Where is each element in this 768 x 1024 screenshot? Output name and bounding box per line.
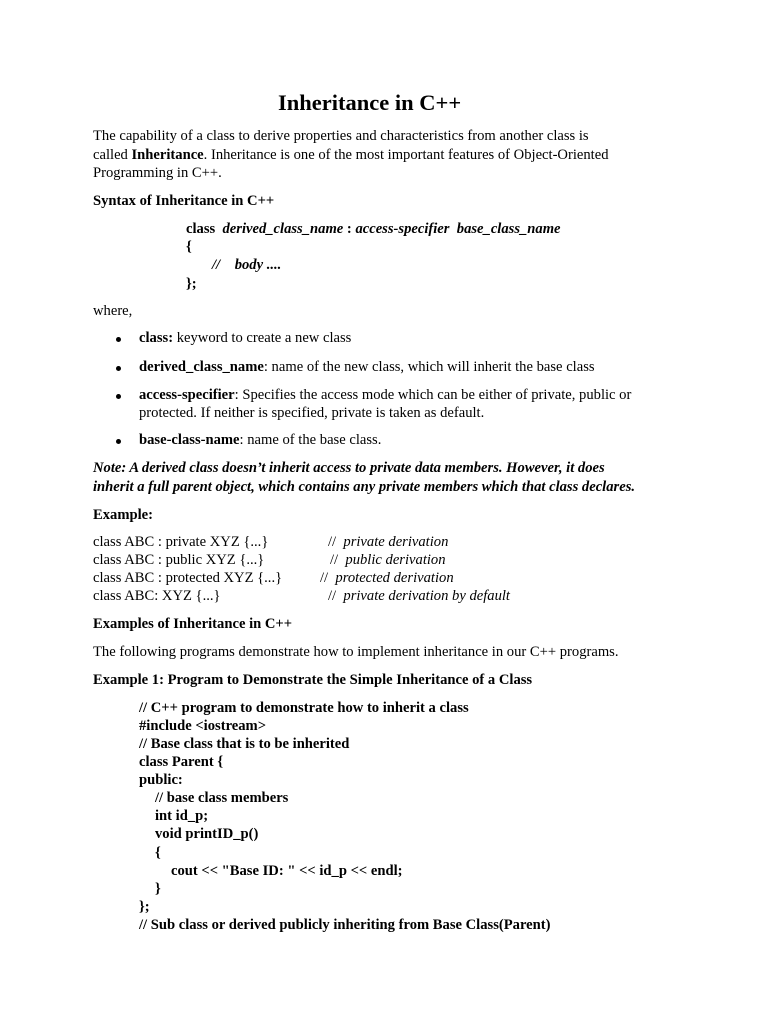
bullet-dot — [116, 337, 121, 342]
example-comment — [330, 551, 446, 569]
bullet-term: class: — [139, 330, 174, 346]
bullet-item-access-line2: protected. If neither is specified, private is taken as default. — [139, 405, 485, 421]
example1-heading: Example 1: Program to Demonstrate the Simple Inheritance of a Class — [93, 672, 533, 688]
syntax-declaration — [186, 220, 561, 238]
code-line: class Parent { — [139, 754, 224, 770]
example-code: class ABC: XYZ {...} — [93, 588, 221, 604]
intro-rest: . Inheritance is one of the most important features of Object-Oriented — [203, 147, 609, 163]
comment-slashes: // — [328, 534, 337, 550]
example-heading: Example: — [93, 507, 153, 523]
code-line: { — [155, 845, 161, 861]
bullet-text: : name of the new class, which will inherit the base class — [263, 359, 595, 375]
bullet-term: derived_class_name — [139, 359, 264, 375]
syntax-colon: : — [343, 221, 356, 237]
bullet-text: : name of the base class. — [239, 432, 382, 448]
syntax-open-brace: { — [186, 239, 192, 255]
syntax-body-comment — [212, 256, 281, 274]
intro-prefix: called — [93, 147, 132, 163]
code-line: #include <iostream> — [139, 718, 267, 734]
example-comment — [320, 569, 454, 587]
syntax-derived-name: derived_class_name — [222, 221, 344, 237]
comment-slashes: // — [330, 552, 339, 568]
comment-text: private derivation by default — [343, 588, 510, 604]
note-line-2: inherit a full parent object, which contains any private members which that class declares. — [93, 479, 636, 495]
bullet-term: base-class-name — [139, 432, 240, 448]
intro-line-3: Programming in C++. — [93, 165, 222, 181]
code-line: // Sub class or derived publicly inheriting from Base Class(Parent) — [139, 917, 551, 933]
intro-line-2 — [93, 146, 609, 164]
page-title: Inheritance in C++ — [278, 90, 462, 115]
syntax-heading: Syntax of Inheritance in C++ — [93, 193, 275, 209]
code-line: cout << "Base ID: " << id_p << endl; — [171, 863, 403, 879]
code-line: void printID_p() — [155, 826, 259, 842]
example-code: class ABC : private XYZ {...} — [93, 534, 269, 550]
bullet-term: access-specifier — [139, 387, 235, 403]
syntax-body-text: body .... — [234, 257, 282, 273]
example-comment — [328, 587, 510, 605]
example-code: class ABC : public XYZ {...} — [93, 552, 265, 568]
code-line: } — [155, 881, 161, 897]
code-line: // base class members — [155, 790, 289, 806]
comment-slashes: // — [320, 570, 329, 586]
bullet-dot — [116, 366, 121, 371]
bullet-item-class — [139, 329, 351, 347]
syntax-close-brace: }; — [186, 276, 197, 292]
syntax-access-specifier: access-specifier — [355, 221, 450, 237]
bullet-dot — [116, 394, 121, 399]
examples-intro: The following programs demonstrate how to implement inheritance in our C++ programs. — [93, 644, 619, 660]
comment-slashes: // — [328, 588, 337, 604]
bullet-item-access — [139, 386, 631, 404]
bullet-text: : Specifies the access mode which can be either of private, public or — [234, 387, 632, 403]
code-line: // Base class that is to be inherited — [139, 736, 350, 752]
syntax-body-slashes: // — [212, 257, 221, 273]
comment-text: protected derivation — [335, 570, 454, 586]
examples-section-heading: Examples of Inheritance in C++ — [93, 616, 293, 632]
code-line: // C++ program to demonstrate how to inherit a class — [139, 700, 469, 716]
bullet-text: keyword to create a new class — [173, 330, 352, 346]
code-line: }; — [139, 899, 150, 915]
example-comment — [328, 533, 448, 551]
syntax-base-name: base_class_name — [456, 221, 561, 237]
comment-text: public derivation — [345, 552, 446, 568]
note-line-1: Note: A derived class doesn’t inherit access to private data members. However, it does — [93, 460, 605, 476]
bullet-dot — [116, 439, 121, 444]
syntax-class-keyword: class — [186, 221, 216, 237]
where-label: where, — [93, 303, 133, 319]
intro-bold-term: Inheritance — [131, 147, 204, 163]
bullet-item-base — [139, 431, 381, 449]
example-code: class ABC : protected XYZ {...} — [93, 570, 283, 586]
comment-text: private derivation — [343, 534, 449, 550]
code-line: public: — [139, 772, 183, 788]
code-line: int id_p; — [155, 808, 209, 824]
bullet-item-derived — [139, 358, 595, 376]
intro-line-1: The capability of a class to derive properties and characteristics from another class is — [93, 128, 589, 144]
